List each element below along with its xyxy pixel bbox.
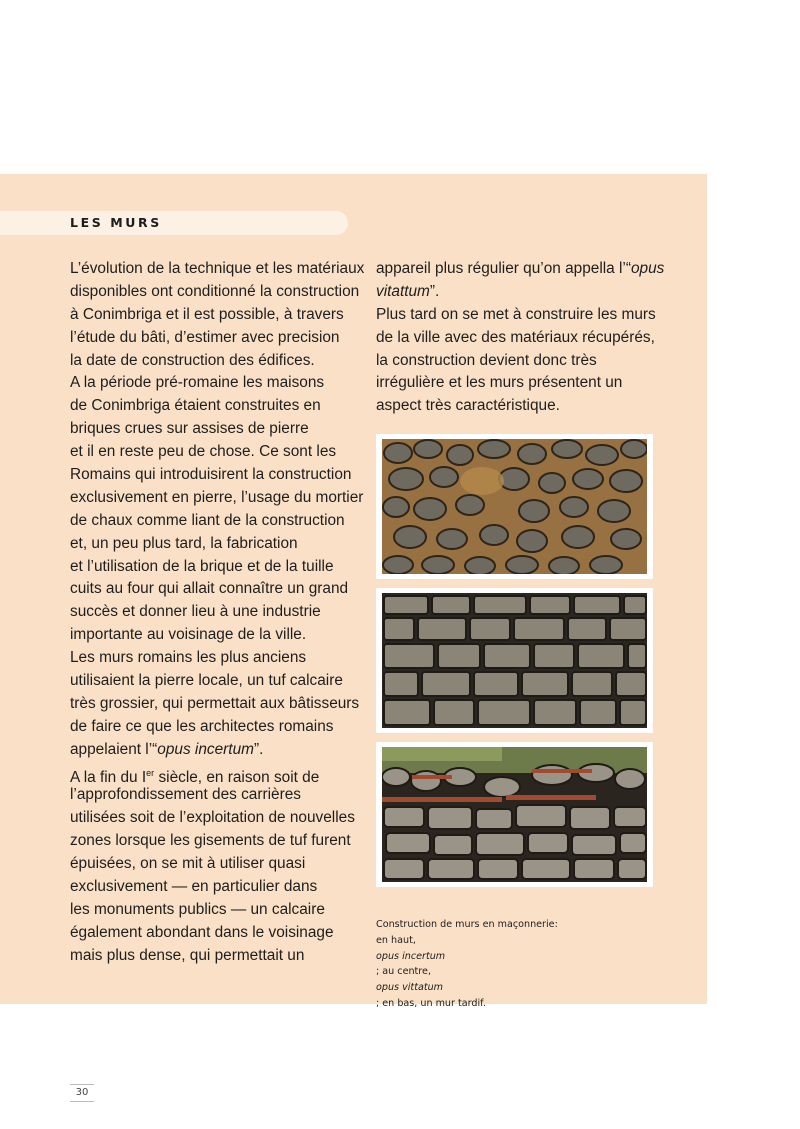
text-segment: siècle, en raison soit de (154, 768, 320, 786)
text-segment: en haut, (376, 934, 416, 946)
text-line: A la période pré-romaine les maisons (70, 374, 325, 392)
text-line: Plus tard on se met à construire les murs (376, 305, 656, 323)
section-title: LES MURS (70, 215, 162, 230)
caption-line (376, 980, 636, 1012)
text-line: succès et donner lieu à une industrie (70, 603, 321, 621)
text-line: Les murs romains les plus anciens (70, 649, 307, 667)
text-line: très grossier, qui permettait aux bâtisseurs (70, 694, 360, 712)
stone-wall-image (382, 439, 647, 574)
figure-caption (376, 917, 636, 1012)
text-line: de chaux comme liant de la construction (70, 511, 345, 529)
latin-term: opus vittatum (376, 982, 444, 994)
text-line: les monuments publics — un calcaire (70, 900, 325, 918)
latin-term: opus incertum (157, 740, 254, 758)
text-line: utilisaient la pierre locale, un tuf calcaire (70, 672, 343, 690)
text-line: utilisées soit de l’exploitation de nouvelles (70, 809, 355, 827)
text-segment: A la fin du I (70, 768, 147, 786)
text-line: de la ville avec des matériaux récupérés, (376, 328, 655, 346)
text-line: briques crues sur assises de pierre (70, 420, 309, 438)
stone-wall-image (382, 593, 647, 728)
text-line: irrégulière et les murs présentent un (376, 374, 623, 392)
text-line: l’étude du bâti, d’estimer avec precision (70, 328, 340, 346)
text-line: et il en reste peu de chose. Ce sont les (70, 443, 337, 461)
text-line: exclusivement en pierre, l’usage du mortier (70, 488, 364, 506)
latin-term: opus (630, 260, 665, 277)
text-line (70, 739, 360, 762)
text-line (70, 762, 360, 785)
section-header-bar (0, 211, 348, 235)
text-segment: ”. (253, 740, 264, 758)
text-line: de Conimbriga étaient construites en (70, 397, 321, 415)
right-text-column (376, 258, 676, 418)
left-text-column (70, 258, 365, 968)
text-segment: appelaient l’“ (70, 740, 158, 758)
text-segment: appareil plus régulier qu’on appella l’“ (376, 260, 631, 277)
latin-term: vitattum (376, 282, 430, 300)
text-line: importante au voisinage de la ville. (70, 626, 307, 644)
photo-opus-incertum (376, 434, 653, 579)
caption-line: Construction de murs en maçonnerie: (376, 919, 558, 930)
text-segment: ; au centre, (376, 966, 431, 978)
text-line: épuisées, on se mit à utiliser quasi (70, 855, 306, 873)
text-segment: ”. (429, 282, 440, 300)
text-line: exclusivement — en particulier dans (70, 878, 318, 896)
text-line: l’approfondissement des carrières (70, 786, 301, 804)
text-line: cuits au four qui allait connaître un grand (70, 580, 349, 598)
text-line: la construction devient donc très (376, 351, 597, 369)
text-line: L’évolution de la technique et les matériaux (70, 260, 365, 277)
latin-term: opus incertum (376, 950, 446, 962)
text-line (376, 258, 676, 281)
photo-opus-vittatum (376, 588, 653, 733)
text-segment: ; en bas, un mur tardif. (376, 997, 486, 1009)
text-line: et l’utilisation de la brique et de la tuille (70, 557, 334, 575)
text-line: et, un peu plus tard, la fabrication (70, 534, 298, 552)
ordinal-superscript: er (146, 767, 155, 778)
stone-wall-image (382, 747, 647, 882)
page-number: 30 (70, 1084, 94, 1102)
text-line: aspect très caractéristique. (376, 397, 560, 415)
text-line: à Conimbriga et il est possible, à travers (70, 305, 344, 323)
text-line: Romains qui introduisirent la construction (70, 466, 352, 484)
caption-line (376, 933, 636, 980)
text-line: zones lorsque les gisements de tuf furent (70, 832, 351, 850)
text-line: de faire ce que les architectes romains (70, 717, 334, 735)
text-line: également abondant dans le voisinage (70, 923, 334, 941)
photo-late-wall (376, 742, 653, 887)
text-line (376, 281, 676, 304)
text-line: la date de construction des édifices. (70, 351, 315, 369)
text-line: mais plus dense, qui permettait un (70, 946, 305, 964)
text-line: disponibles ont conditionné la construction (70, 282, 360, 300)
